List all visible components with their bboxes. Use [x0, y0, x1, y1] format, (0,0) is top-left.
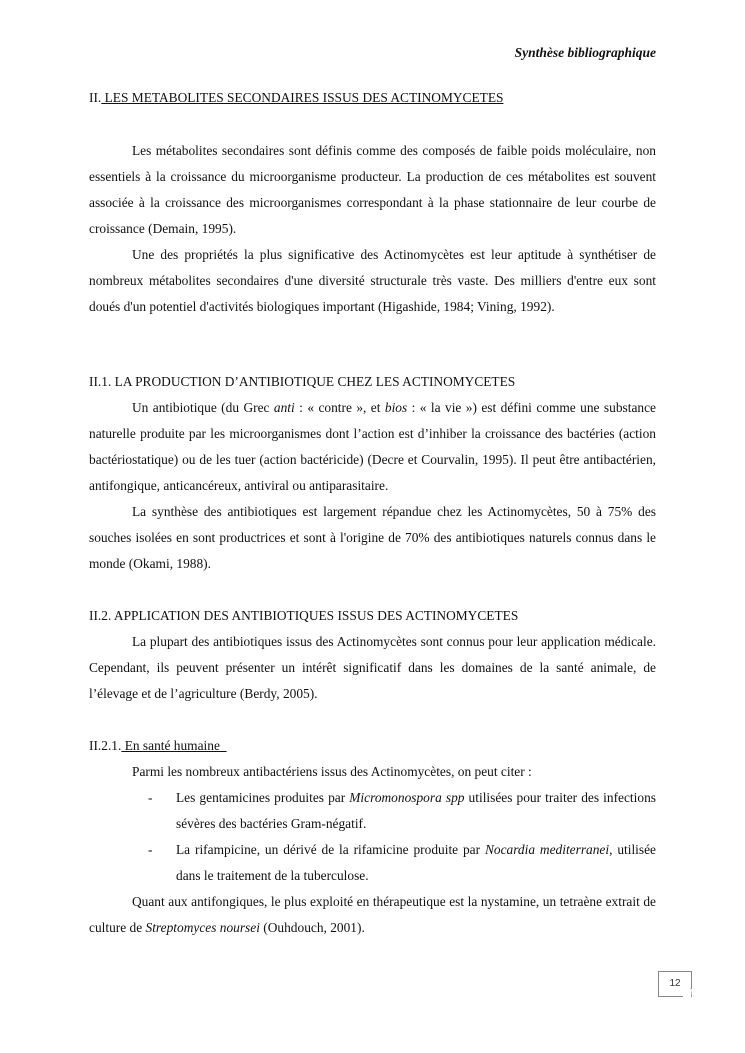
page-number: 12: [669, 978, 681, 989]
text-run: Un antibiotique (du Grec: [132, 400, 274, 415]
text-run: utilisées pour traiter des infections sévères des bactéries Gram-négatif.: [176, 790, 656, 831]
subsection-heading-2-1: [89, 738, 656, 754]
paragraph: [89, 395, 656, 499]
paragraph: [89, 889, 656, 941]
subsection-heading-1: II.1. LA PRODUCTION D’ANTIBIOTIQUE CHEZ LES ACTINOMYCETES: [89, 374, 516, 389]
bullet-dash: -: [148, 842, 153, 857]
page-fold-corner: [683, 988, 692, 997]
paragraph: Une des propriétés la plus significative des Actinomycètes est leur aptitude à synthétiser de nombreux métabolites secondaires d'une diversité structurale très vaste. Des milliers d'entre eux sont doués d'un potentiel d'activités biologiques important (Higashide, 1984; Vining, 1992).: [89, 247, 656, 314]
text-run: La rifampicine, un dérivé de la rifamicine produite par: [176, 842, 485, 857]
subsection-2-text: [89, 629, 656, 707]
subsection-number: II.2.1.: [89, 738, 122, 753]
running-header: Synthèse bibliographique: [514, 45, 656, 60]
antibacterial-list: [89, 785, 656, 889]
italic-term: bios: [384, 400, 408, 415]
list-item: [89, 785, 656, 837]
intro-text: [89, 138, 656, 320]
italic-term: anti: [273, 400, 295, 415]
text-run: (Ouhdouch, 2001).: [259, 920, 365, 935]
italic-term: Nocardia mediterranei: [484, 842, 610, 857]
subsection-heading-2: II.2. APPLICATION DES ANTIBIOTIQUES ISSUS DES ACTINOMYCETES: [89, 608, 519, 623]
italic-term: Micromonospora spp: [349, 790, 465, 805]
section-heading: [89, 90, 656, 106]
antifungal-text: [89, 889, 656, 941]
page-number-box: [658, 971, 692, 997]
paragraph: Les métabolites secondaires sont définis comme des composés de faible poids moléculaire, non essentiels à la croissance du microorganisme producteur. La production de ces métabolites est souvent associée à la croissance des microorganismes correspondant à la phase stationnaire de leur courbe de croissance (Demain, 1995).: [89, 143, 656, 236]
text-run: : « la vie ») est défini comme une substance naturelle produite par les microorganismes dont l’action est d’inhiber la croissance des bactéries (action bactériostatique) ou de les tuer (action bactéricide) (Decre et Courvalin, 1995). Il peut être antibactérien, antifongique, anticancéreux, antiviral ou antiparasitaire.: [89, 400, 656, 493]
paragraph: La synthèse des antibiotiques est largement répandue chez les Actinomycètes, 50 à 75% des souches isolées en sont productrices et sont à l'origine de 70% des antibiotiques naturels connus dans le monde (Okami, 1988).: [89, 504, 656, 571]
text-run: : « contre », et: [294, 400, 385, 415]
section-number: II.: [89, 90, 102, 105]
text-run: , utilisée dans le traitement de la tuberculose.: [176, 842, 656, 883]
bullet-dash: -: [148, 790, 153, 805]
list-item: [89, 837, 656, 889]
paragraph: Parmi les nombreux antibactériens issus des Actinomycètes, on peut citer :: [132, 764, 532, 779]
subsection-title: En santé humaine: [121, 738, 227, 753]
italic-term: Streptomyces noursei: [145, 920, 260, 935]
paragraph: La plupart des antibiotiques issus des Actinomycètes sont connus pour leur application médicale. Cependant, ils peuvent présenter un intérêt significatif dans les domaines de la santé animale, de l’élevage et de l’agriculture (Berdy, 2005).: [89, 634, 656, 701]
text-run: Quant aux antifongiques, le plus exploité en thérapeutique est la nystamine, un tetraène extrait de culture de: [89, 894, 656, 935]
subsection-2-1-intro: [89, 759, 656, 785]
section-title: LES METABOLITES SECONDAIRES ISSUS DES ACTINOMYCETES: [101, 90, 504, 105]
text-run: Les gentamicines produites par: [176, 790, 350, 805]
subsection-1-text: [89, 395, 656, 577]
